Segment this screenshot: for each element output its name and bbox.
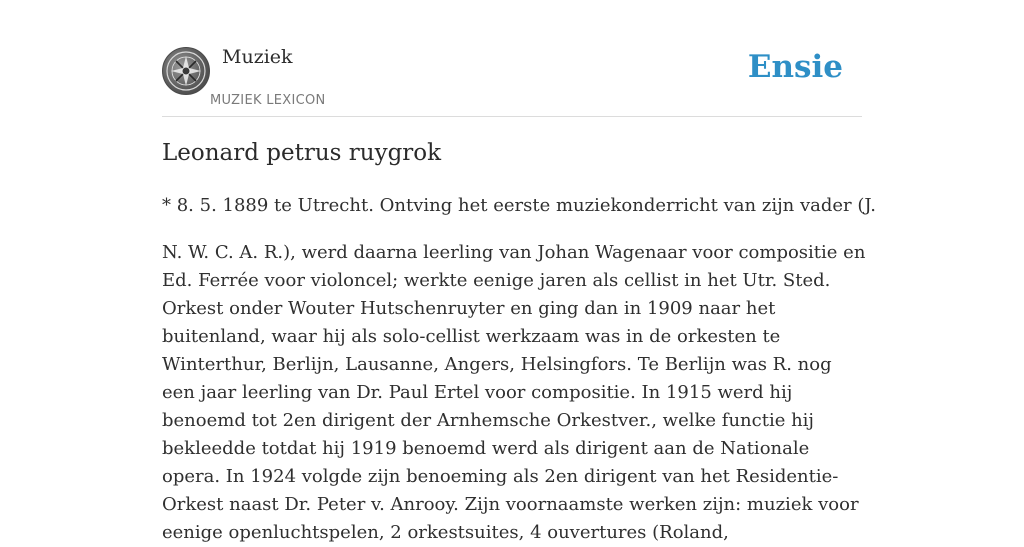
music-lexicon-emblem-icon[interactable] — [162, 47, 210, 95]
source-title[interactable]: Muziek — [222, 46, 293, 68]
article-title: Leonard petrus ruygrok — [162, 140, 442, 166]
page-header — [162, 44, 862, 117]
source-subtitle[interactable]: MUZIEK LEXICON — [210, 93, 326, 108]
article-paragraph-intro: * 8. 5. 1889 te Utrecht. Ontving het eerste muziekonderricht van zijn vader (J. — [162, 195, 876, 216]
ensie-logo-link[interactable]: Ensie — [747, 49, 843, 85]
article-paragraph-body: N. W. C. A. R.), werd daarna leerling van Johan Wagenaar voor compositie en Ed. Ferrée voor violoncel; werkte eenige jaren als cellist in het Utr. Sted. Orkest onder Wouter Hutschenruyter en ging dan in 1909 naar het buitenland, waar hij als solo-cellist werkzaam was in de orkesten te Winterthur, Berlijn, Lausanne, Angers, Helsingfors. Te Berlijn was R. nog een jaar leerling van Dr. Paul Ertel voor compositie. In 1915 werd hij benoemd tot 2en dirigent der Arnhemsche Orkestver., welke functie hij bekleedde totdat hij 1919 benoemd werd als dirigent aan de Nationale opera. In 1924 volgde zijn benoeming als 2en dirigent van het Residentie-Orkest naast Dr. Peter v. Anrooy. Zijn voornaamste werken zijn: muziek voor eenige openluchtspelen, 2 orkestsuites, 4 ouvertures (Roland, — [162, 242, 866, 543]
